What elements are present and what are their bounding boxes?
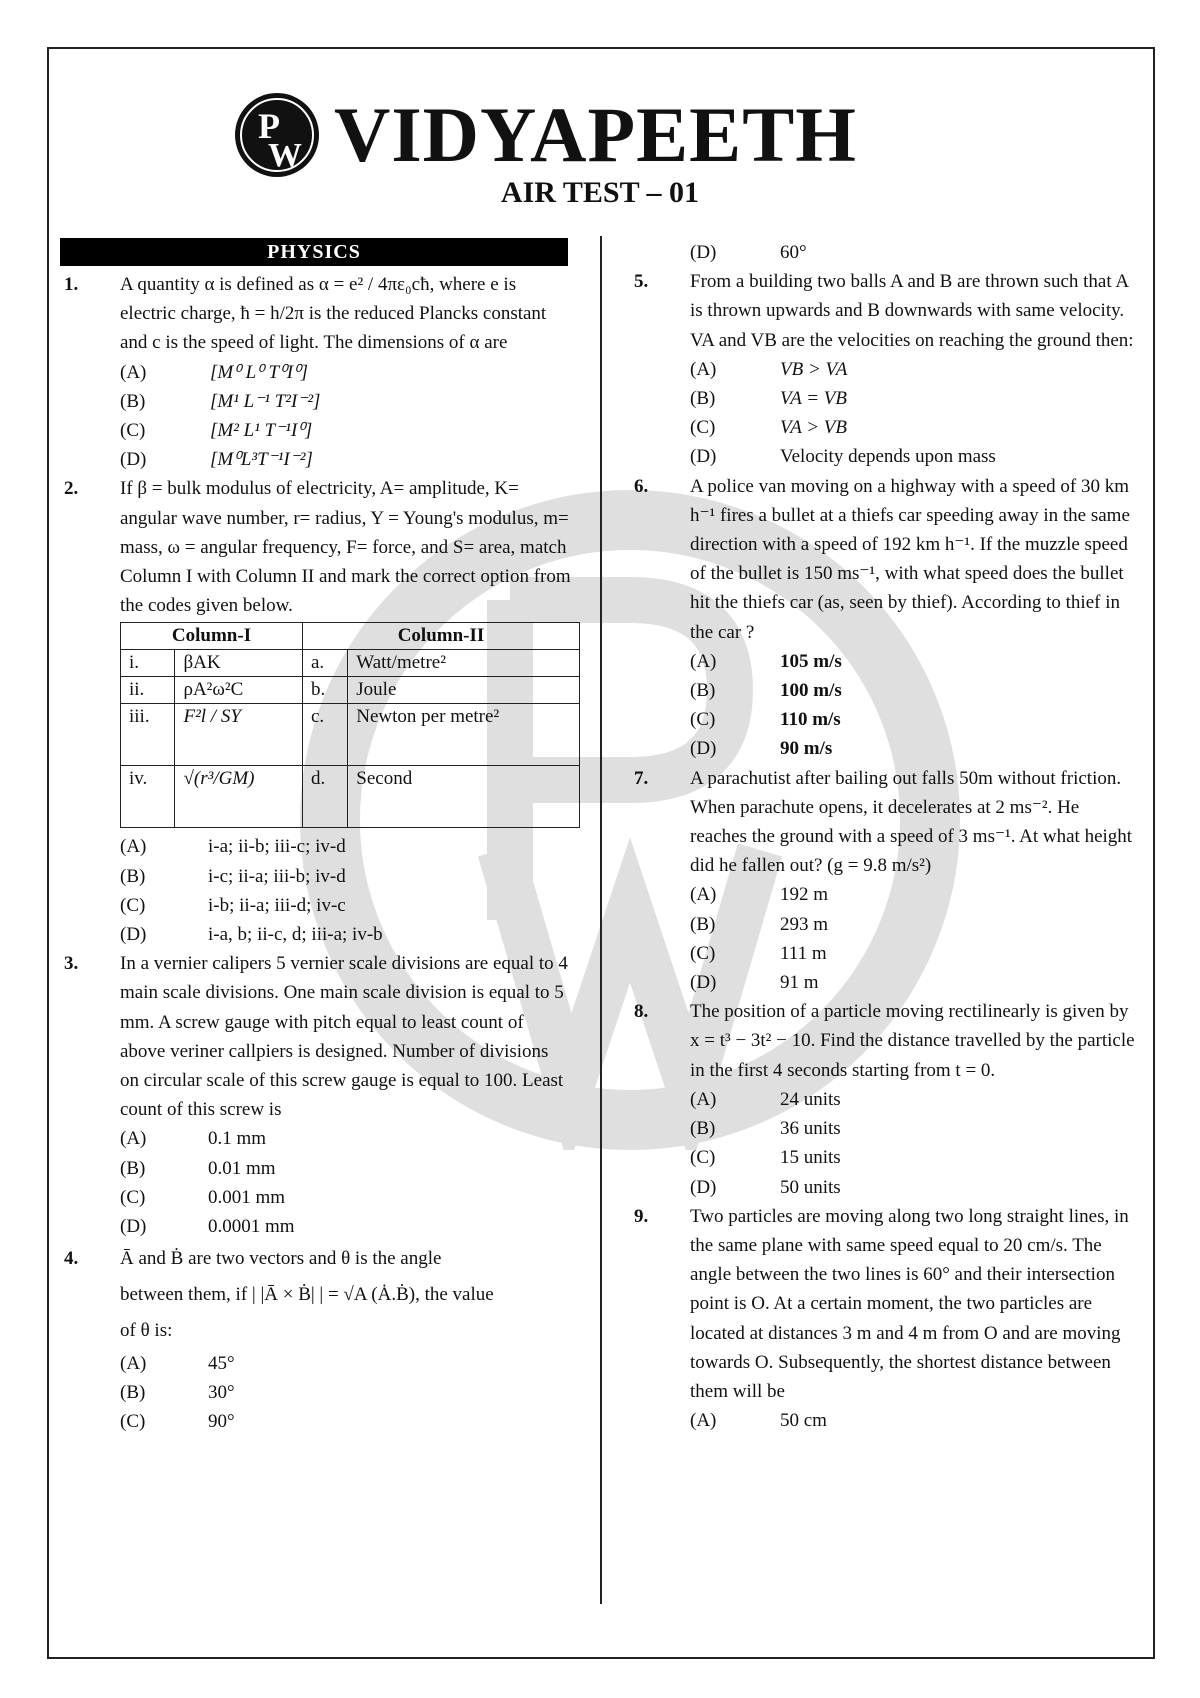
question-text-line: between them, if | |Ā × Ḃ| | = √A (Ȧ.Ḃ), the value: [120, 1284, 494, 1306]
table-header-col2: Column-II: [303, 623, 580, 650]
option-b[interactable]: (B) 36 units: [690, 1118, 841, 1140]
svg-text:W: W: [268, 137, 302, 174]
option-b[interactable]: (B) i-c; ii-a; iii-b; iv-d: [120, 865, 346, 887]
subject-heading: PHYSICS: [60, 238, 568, 266]
brand-title: VIDYAPEETH: [334, 91, 857, 178]
option-a[interactable]: (A) 45°: [120, 1353, 235, 1375]
option-c[interactable]: (C) 90°: [120, 1411, 235, 1433]
option-b[interactable]: (B) VA = VB: [690, 388, 847, 410]
question-7: [630, 764, 1140, 998]
option-c[interactable]: (C) i-b; ii-a; iii-d; iv-c: [120, 894, 346, 916]
column-divider: [600, 236, 602, 1604]
option-c[interactable]: (C) 0.001 mm: [120, 1186, 286, 1208]
option-a[interactable]: (A) 192 m: [690, 884, 829, 906]
options-list: [690, 355, 1140, 472]
question-number: 2.: [64, 478, 79, 500]
options-list: [690, 238, 1140, 267]
option-b[interactable]: (B) 0.01 mm: [120, 1157, 276, 1179]
option-a[interactable]: (A) VB > VA: [690, 358, 848, 380]
options-list: [690, 880, 1140, 997]
table-row: i. βAK a. Watt/metre²: [121, 650, 580, 677]
option-a[interactable]: (A) 0.1 mm: [120, 1128, 267, 1150]
question-number: 1.: [64, 274, 79, 295]
test-title: AIR TEST – 01: [500, 176, 700, 209]
question-text: From a building two balls A and B are thrown such that A is thrown upwards and B downwards with same velocity. VA and VB are the velocities on reaching the ground then:: [690, 271, 1134, 351]
table-header-col1: Column-I: [121, 623, 303, 650]
question-text: In a vernier calipers 5 vernier scale divisions are equal to 4 main scale divisions. One main scale division is equal to 5 mm. A screw gauge with pitch equal to least count of above veriner callpiers is designed. Number of divisions on circular scale of this screw gauge is equal to 100. Least count of this screw is: [120, 953, 568, 1121]
option-d[interactable]: (D) 60°: [690, 242, 807, 263]
question-3: [60, 949, 570, 1241]
options-list: [120, 1124, 570, 1241]
question-text: The position of a particle moving rectilinearly is given by x = t³ − 3t² − 10. Find the distance travelled by the particle in the first 4 seconds starting from t = 0.: [690, 1001, 1135, 1081]
question-2: [60, 474, 570, 949]
option-d[interactable]: (D) 0.0001 mm: [120, 1216, 295, 1238]
question-1: [60, 270, 570, 474]
table-row: iii. F²l / SY c. Newton per metre²: [121, 704, 580, 766]
option-d[interactable]: (D) i-a, b; ii-c, d; iii-a; iv-b: [120, 924, 383, 946]
option-b[interactable]: (B) [M¹ L⁻¹ T²I⁻²]: [120, 390, 321, 412]
option-d[interactable]: (D) 50 units: [690, 1176, 841, 1198]
question-text: A police van moving on a highway with a speed of 30 km h⁻¹ fires a bullet at a thiefs car speeding away in the same direction with a speed of 192 km h⁻¹. If the muzzle speed of the bullet is 150 ms⁻¹, with what speed does the bullet hit the thiefs car (as, seen by thief). According to thief in the car ?: [690, 475, 1130, 643]
question-text-line: Ā and Ḃ are two vectors and θ is the angle: [120, 1248, 442, 1270]
question-number: 5.: [634, 271, 649, 293]
option-a[interactable]: (A) i-a; ii-b; iii-c; iv-d: [120, 836, 346, 858]
question-text: A parachutist after bailing out falls 50m without friction. When parachute opens, it decelerates at 2 ms⁻². He reaches the ground with a speed of 3 ms⁻¹. At what height did he fallen out? (g = 9.8 m/s²): [690, 767, 1133, 877]
question-number: 3.: [64, 953, 79, 975]
option-c[interactable]: (C) 110 m/s: [690, 709, 841, 731]
option-d[interactable]: (D) 90 m/s: [690, 738, 833, 760]
options-list: [690, 1085, 1140, 1202]
options-list: [690, 647, 1140, 764]
question-8: [630, 997, 1140, 1201]
question-number: 7.: [634, 767, 649, 789]
option-d[interactable]: (D) [M⁰L³T⁻¹I⁻²]: [120, 449, 313, 471]
option-a[interactable]: (A) [M⁰ L⁰ T⁰I⁰]: [120, 361, 309, 383]
question-text: Two particles are moving along two long straight lines, in the same plane with same speed equal to 20 cm/s. The angle between the two lines is 60° and their intersection point is O. At a certain moment, the two particles are located at distances 3 m and 4 m from O and are moving towards O. Subsequently, the shortest distance between them will be: [690, 1205, 1129, 1402]
question-number: 6.: [634, 475, 649, 497]
question-number: 9.: [634, 1205, 649, 1227]
question-text-line: of θ is:: [120, 1320, 173, 1342]
options-list: [120, 832, 580, 949]
question-4-continued: [630, 238, 1140, 267]
table-row: iv. √(r³/GM) d. Second: [121, 766, 580, 828]
question-number: 8.: [634, 1001, 649, 1023]
pw-logo-icon: [232, 90, 322, 180]
option-c[interactable]: (C) VA > VB: [690, 417, 847, 439]
option-d[interactable]: (D) Velocity depends upon mass: [690, 446, 996, 468]
option-a[interactable]: (A) 50 cm: [690, 1410, 827, 1432]
question-9: [630, 1202, 1140, 1436]
options-list: [690, 1406, 1140, 1435]
options-list: [120, 1349, 570, 1436]
question-5: [630, 267, 1140, 471]
question-6: [630, 472, 1140, 764]
option-d[interactable]: (D) 91 m: [690, 972, 819, 994]
option-c[interactable]: (C) [M² L¹ T⁻¹I⁰]: [120, 420, 313, 442]
option-b[interactable]: (B) 293 m: [690, 913, 829, 935]
right-column: [630, 238, 1140, 1435]
question-text: A quantity α is defined as α = e² / 4πε₀cħ, where e is electric charge, ħ = h/2π is the reduced Plancks constant and c is the speed of light. The dimensions of α are: [120, 274, 547, 354]
option-b[interactable]: (B) 100 m/s: [690, 680, 842, 702]
match-table: [120, 622, 580, 828]
question-text: If β = bulk modulus of electricity, A= amplitude, K= angular wave number, r= radius, Y = Young's modulus, m= mass, ω = angular frequency, F= force, and S= area, match Column I with Column II and mark the correct option from the codes given below.: [120, 478, 571, 617]
option-a[interactable]: (A) 105 m/s: [690, 650, 842, 672]
option-c[interactable]: (C) 15 units: [690, 1147, 841, 1169]
option-b[interactable]: (B) 30°: [120, 1382, 235, 1404]
question-4: [60, 1241, 570, 1436]
table-row: ii. ρA²ω²C b. Joule: [121, 677, 580, 704]
left-column: [60, 238, 570, 1436]
option-a[interactable]: (A) 24 units: [690, 1088, 841, 1110]
svg-text:P: P: [258, 106, 280, 146]
options-list: [120, 358, 570, 475]
option-c[interactable]: (C) 111 m: [690, 942, 827, 964]
logo-row: [232, 90, 857, 180]
question-number: 4.: [64, 1248, 79, 1270]
